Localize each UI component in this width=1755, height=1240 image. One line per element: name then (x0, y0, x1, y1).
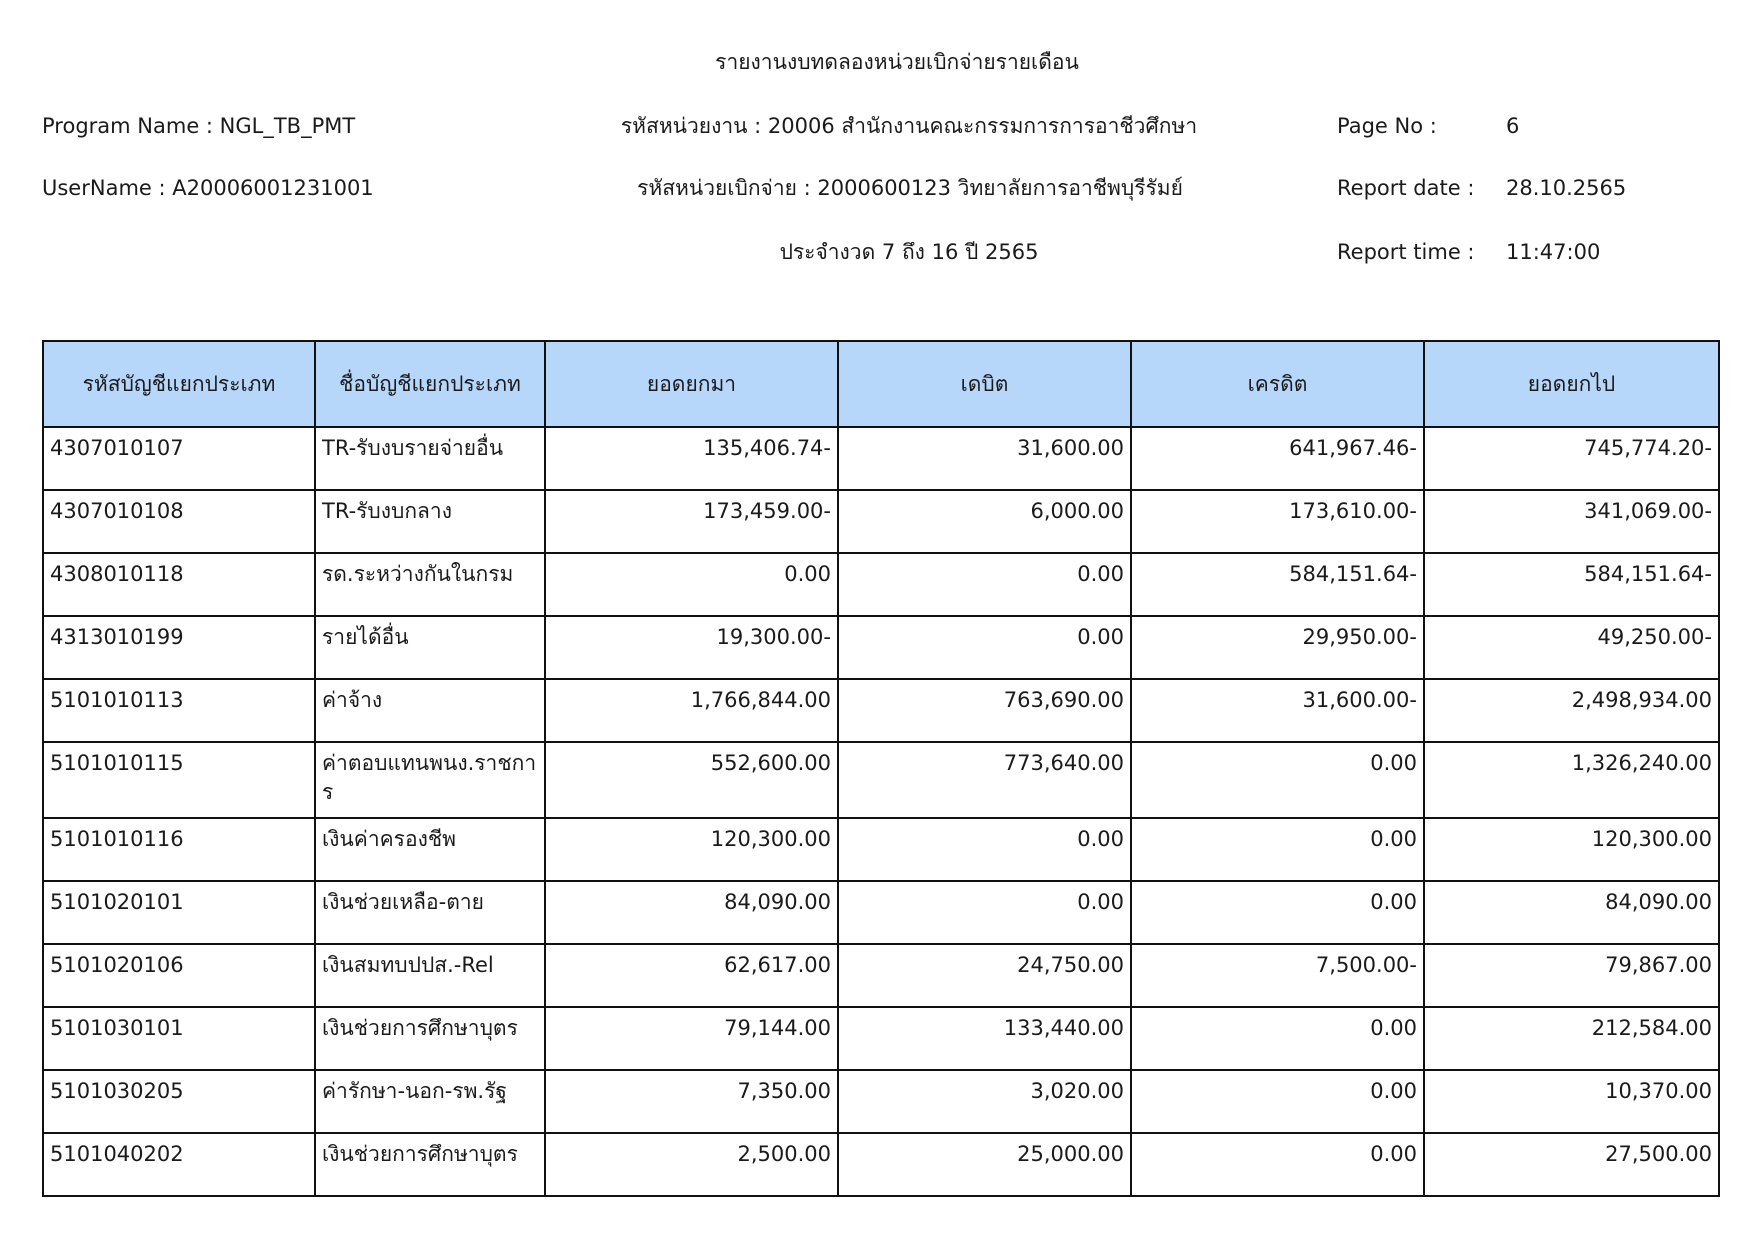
account-name-cell: เงินค่าครองชีพ (315, 818, 545, 881)
account-code-cell: 5101030101 (43, 1007, 315, 1070)
table-row (43, 616, 1719, 679)
account-code-cell: 5101020106 (43, 944, 315, 1007)
account-code-cell: 4307010108 (43, 490, 315, 553)
credit-cell: 0.00 (1131, 1007, 1424, 1070)
account-name-cell: เงินสมทบปปส.-Rel (315, 944, 545, 1007)
report-date-value: 28.10.2565 (1506, 176, 1627, 200)
header-balance-forward: ยอดยกมา (545, 341, 838, 427)
table-row (43, 818, 1719, 881)
account-name-cell: ค่าจ้าง (315, 679, 545, 742)
debit-cell: 6,000.00 (838, 490, 1131, 553)
balance-forward-cell: 552,600.00 (545, 742, 838, 818)
balance-carried-cell: 27,500.00 (1424, 1133, 1719, 1196)
balance-carried-cell: 1,326,240.00 (1424, 742, 1719, 818)
account-name-cell: ค่ารักษา-นอก-รพ.รัฐ (315, 1070, 545, 1133)
account-name-cell: TR-รับงบรายจ่ายอื่น (315, 427, 545, 490)
agency-code: รหัสหน่วยงาน : 20006 สำนักงานคณะกรรมการการอาชีวศึกษา (620, 114, 1198, 138)
balance-carried-cell: 212,584.00 (1424, 1007, 1719, 1070)
account-name-cell: รายได้อื่น (315, 616, 545, 679)
balance-forward-cell: 0.00 (545, 553, 838, 616)
account-name-cell: เงินช่วยการศึกษาบุตร (315, 1133, 545, 1196)
table-row (43, 881, 1719, 944)
credit-cell: 31,600.00- (1131, 679, 1424, 742)
debit-cell: 3,020.00 (838, 1070, 1131, 1133)
credit-cell: 641,967.46- (1131, 427, 1424, 490)
credit-cell: 0.00 (1131, 1133, 1424, 1196)
balance-forward-cell: 120,300.00 (545, 818, 838, 881)
balance-forward-cell: 173,459.00- (545, 490, 838, 553)
balance-forward-cell: 7,350.00 (545, 1070, 838, 1133)
debit-cell: 773,640.00 (838, 742, 1131, 818)
table-row (43, 944, 1719, 1007)
report-period: ประจำงวด 7 ถึง 16 ปี 2565 (779, 240, 1039, 264)
debit-cell: 25,000.00 (838, 1133, 1131, 1196)
header-account-name: ชื่อบัญชีแยกประเภท (315, 341, 545, 427)
balance-forward-cell: 2,500.00 (545, 1133, 838, 1196)
table-row (43, 1070, 1719, 1133)
report-time-label: Report time : (1337, 240, 1475, 264)
balance-carried-cell: 84,090.00 (1424, 881, 1719, 944)
table-row (43, 1007, 1719, 1070)
debit-cell: 0.00 (838, 553, 1131, 616)
header-balance-carried: ยอดยกไป (1424, 341, 1719, 427)
credit-cell: 0.00 (1131, 1070, 1424, 1133)
report-date-label: Report date : (1337, 176, 1475, 200)
table-row (43, 1133, 1719, 1196)
account-code-cell: 4307010107 (43, 427, 315, 490)
balance-carried-cell: 584,151.64- (1424, 553, 1719, 616)
balance-forward-cell: 79,144.00 (545, 1007, 838, 1070)
account-name-cell: รด.ระหว่างกันในกรม (315, 553, 545, 616)
account-code-cell: 5101010116 (43, 818, 315, 881)
credit-cell: 0.00 (1131, 881, 1424, 944)
table-row (43, 490, 1719, 553)
balance-carried-cell: 120,300.00 (1424, 818, 1719, 881)
balance-forward-cell: 19,300.00- (545, 616, 838, 679)
balance-forward-cell: 62,617.00 (545, 944, 838, 1007)
debit-cell: 0.00 (838, 818, 1131, 881)
table-row (43, 742, 1719, 818)
credit-cell: 0.00 (1131, 818, 1424, 881)
account-code-cell: 4308010118 (43, 553, 315, 616)
report-time-value: 11:47:00 (1506, 240, 1601, 264)
credit-cell: 173,610.00- (1131, 490, 1424, 553)
balance-carried-cell: 79,867.00 (1424, 944, 1719, 1007)
table-row (43, 679, 1719, 742)
debit-cell: 133,440.00 (838, 1007, 1131, 1070)
credit-cell: 584,151.64- (1131, 553, 1424, 616)
balance-forward-cell: 135,406.74- (545, 427, 838, 490)
credit-cell: 29,950.00- (1131, 616, 1424, 679)
account-code-cell: 5101010115 (43, 742, 315, 818)
table-row (43, 427, 1719, 490)
account-name-cell: TR-รับงบกลาง (315, 490, 545, 553)
balance-carried-cell: 10,370.00 (1424, 1070, 1719, 1133)
account-name-cell: เงินช่วยการศึกษาบุตร (315, 1007, 545, 1070)
account-code-cell: 5101020101 (43, 881, 315, 944)
credit-cell: 7,500.00- (1131, 944, 1424, 1007)
table-header-row (43, 341, 1719, 427)
account-code-cell: 5101030205 (43, 1070, 315, 1133)
account-name-cell: เงินช่วยเหลือ-ตาย (315, 881, 545, 944)
balance-carried-cell: 745,774.20- (1424, 427, 1719, 490)
debit-cell: 0.00 (838, 616, 1131, 679)
debit-cell: 24,750.00 (838, 944, 1131, 1007)
balance-carried-cell: 2,498,934.00 (1424, 679, 1719, 742)
balance-forward-cell: 84,090.00 (545, 881, 838, 944)
page-no-value: 6 (1506, 114, 1520, 138)
header-credit: เครดิต (1131, 341, 1424, 427)
debit-cell: 31,600.00 (838, 427, 1131, 490)
credit-cell: 0.00 (1131, 742, 1424, 818)
balance-forward-cell: 1,766,844.00 (545, 679, 838, 742)
account-name-cell: ค่าตอบแทนพนง.ราชการ (315, 742, 545, 818)
program-name: Program Name : NGL_TB_PMT (42, 114, 356, 138)
page-no-label: Page No : (1337, 114, 1437, 138)
header-debit: เดบิต (838, 341, 1131, 427)
debit-cell: 0.00 (838, 881, 1131, 944)
disbursement-unit: รหัสหน่วยเบิกจ่าย : 2000600123 วิทยาลัยการอาชีพบุรีรัมย์ (637, 176, 1183, 200)
header-account-code: รหัสบัญชีแยกประเภท (43, 341, 315, 427)
report-title: รายงานงบทดลองหน่วยเบิกจ่ายรายเดือน (715, 50, 1079, 74)
account-code-cell: 4313010199 (43, 616, 315, 679)
table-row (43, 553, 1719, 616)
trial-balance-table (42, 340, 1720, 1197)
balance-carried-cell: 49,250.00- (1424, 616, 1719, 679)
balance-carried-cell: 341,069.00- (1424, 490, 1719, 553)
user-name: UserName : A20006001231001 (42, 176, 374, 200)
debit-cell: 763,690.00 (838, 679, 1131, 742)
account-code-cell: 5101010113 (43, 679, 315, 742)
account-code-cell: 5101040202 (43, 1133, 315, 1196)
